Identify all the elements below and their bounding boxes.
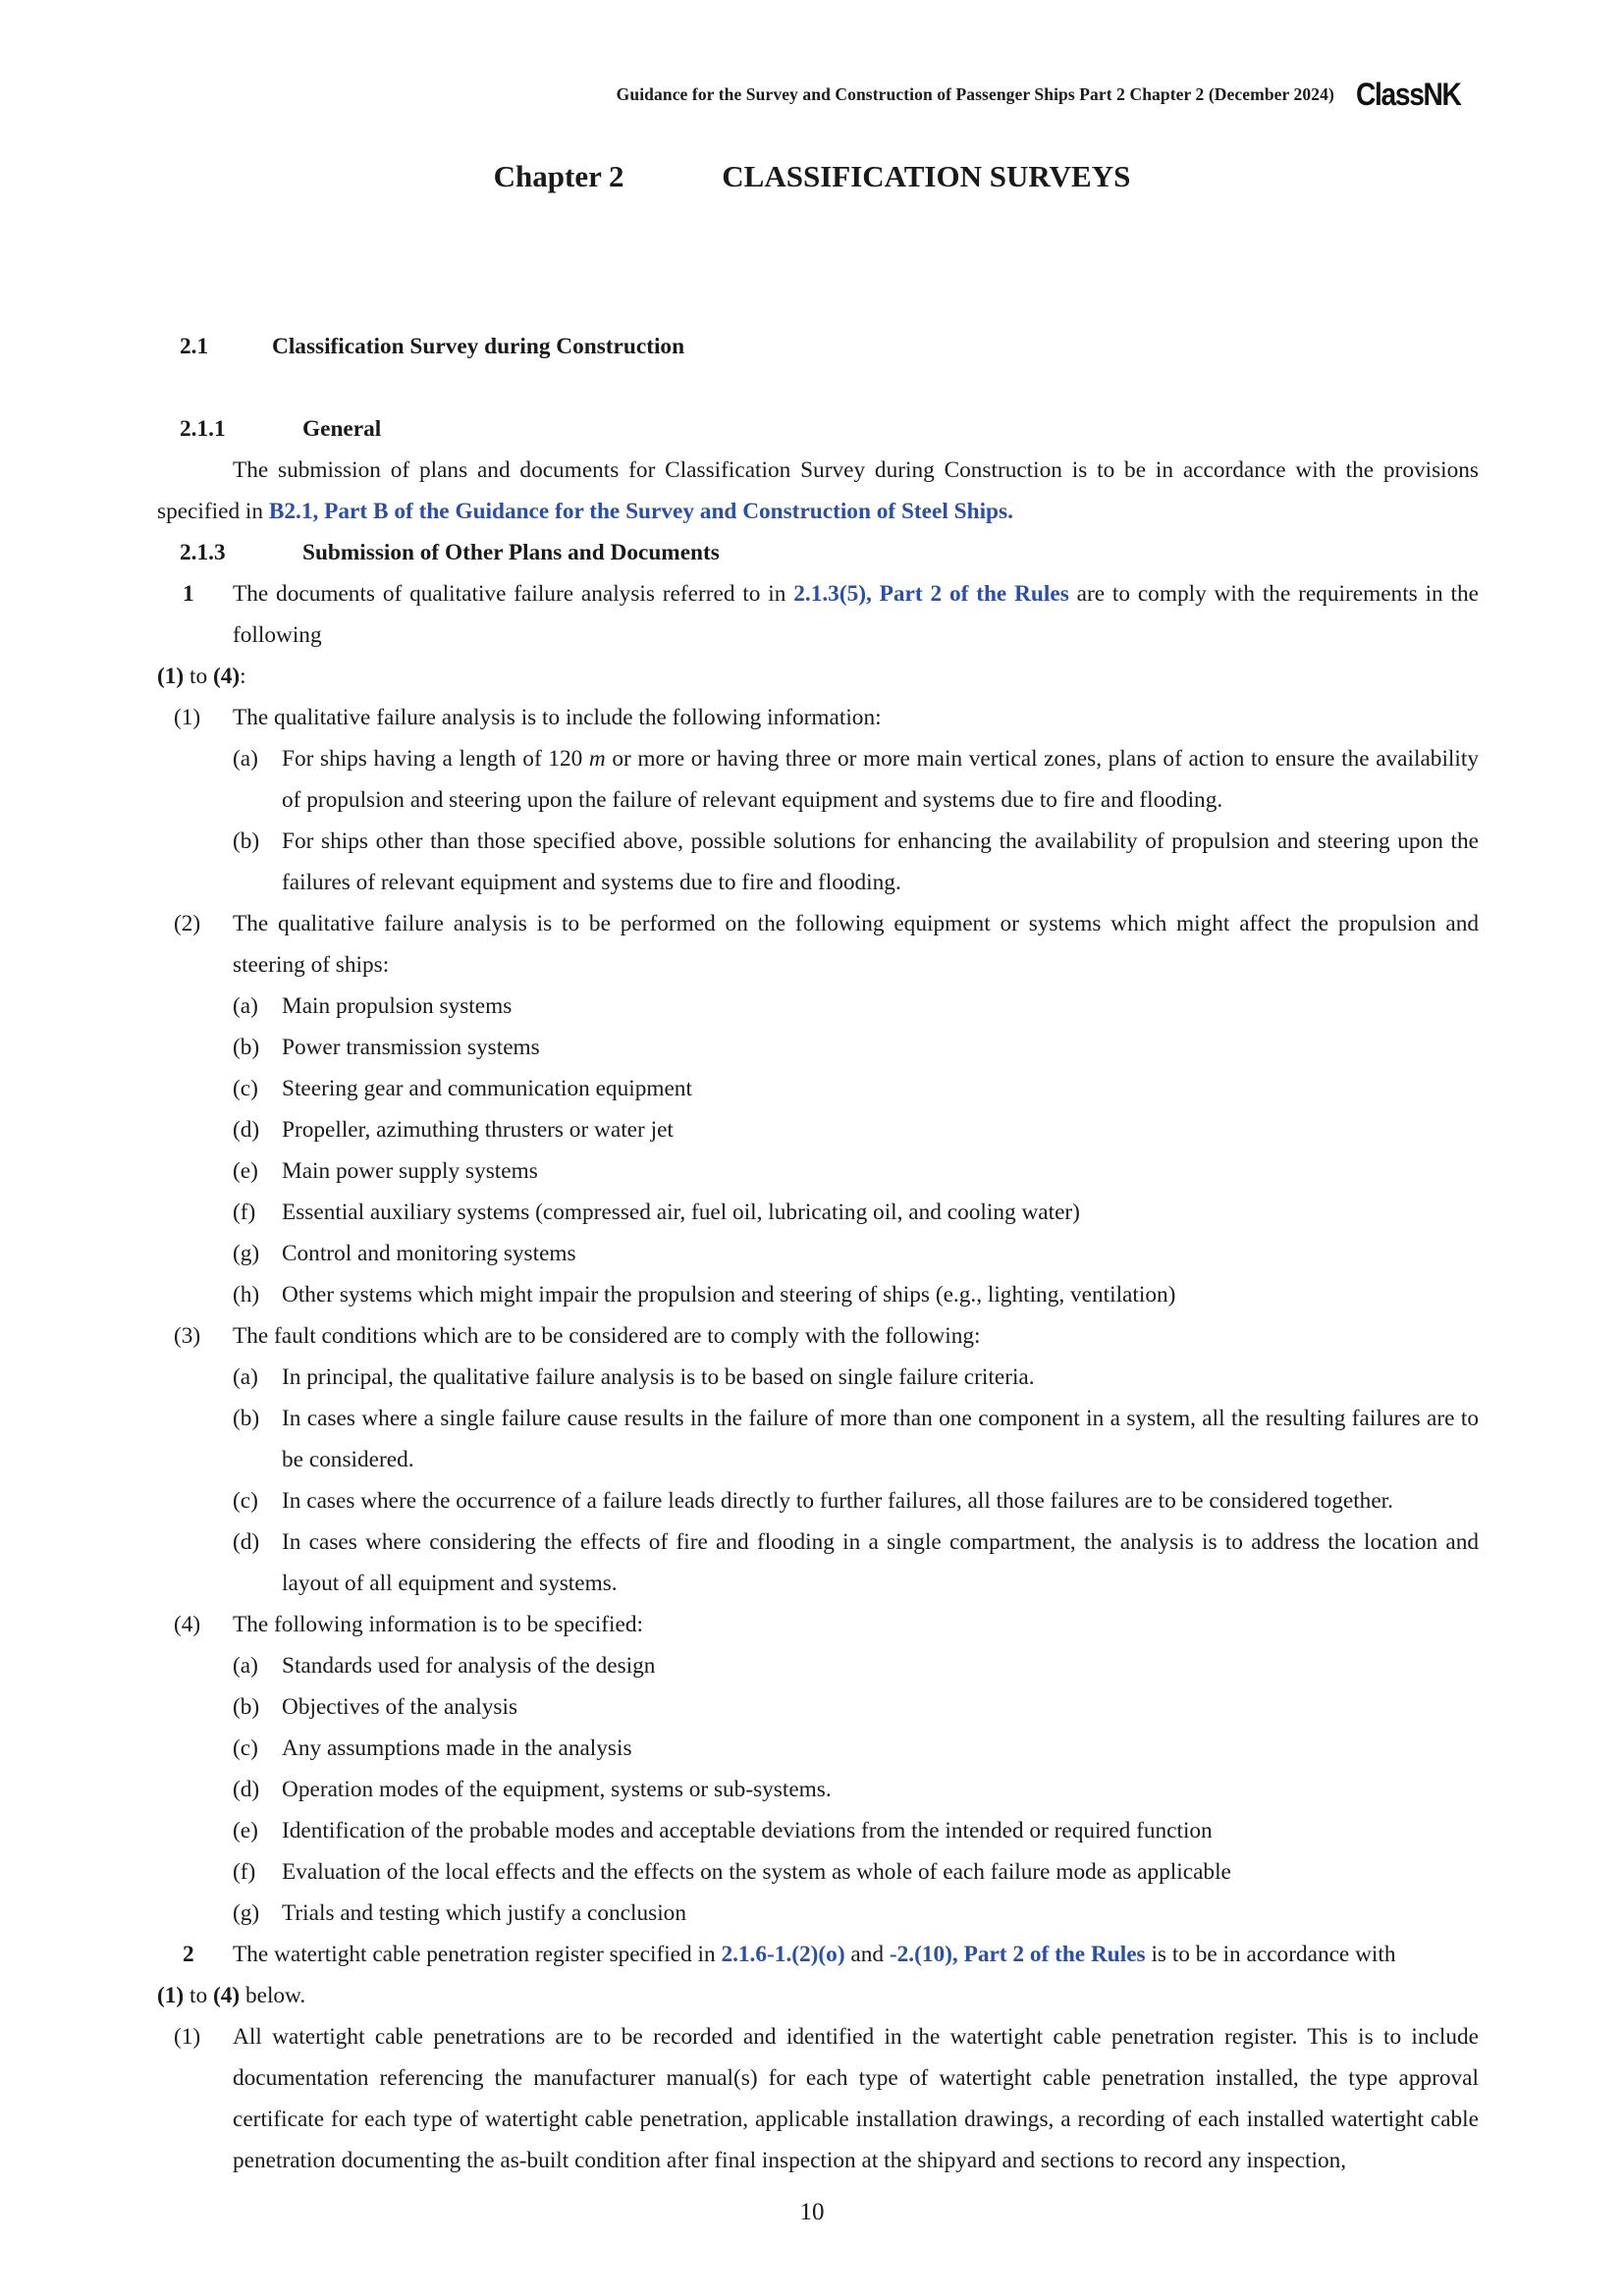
sub-list-item <box>157 1480 1479 1522</box>
sub-item-text: Evaluation of the local effects and the effects on the system as whole of each failure mode as applicable <box>282 1859 1231 1885</box>
section-heading-2-1-3 <box>157 532 1479 573</box>
sub-list-item <box>157 821 1479 903</box>
list-item <box>157 697 1479 738</box>
sub-list-item <box>157 1851 1479 1893</box>
chapter-heading <box>0 159 1624 194</box>
list-item <box>157 1315 1479 1357</box>
item-text: All watertight cable penetrations are to be recorded and identified in the watertight cable penetration register. This is to include documentation referencing the manufacturer manual(s) for each type of watertight cable penetration installed, the type approval certificate for each type of watertight cable penetration, applicable installation drawings, a recording of each installed watertight cable penetration documenting the as-built condition after final inspection at the shipyard and sections to record any inspection, <box>233 2024 1479 2173</box>
sub-list-item <box>157 1522 1479 1604</box>
sub-item-letter: (c) <box>233 1076 258 1101</box>
list-item <box>157 2016 1479 2181</box>
paragraph-1-items <box>157 697 1479 1934</box>
item-text: The fault conditions which are to be considered are to comply with the following: <box>233 1323 981 1349</box>
sub-item-text: Control and monitoring systems <box>282 1241 576 1266</box>
sub-list-item <box>157 1398 1479 1480</box>
sub-item-text: Steering gear and communication equipment <box>282 1076 692 1101</box>
paragraph-1: 1 The documents of qualitative failure analysis referred to in 2.1.3(5), Part 2 of the Rules are to comply with the requirements in the following <box>157 573 1479 656</box>
section-title: General <box>302 416 382 442</box>
list-item <box>157 903 1479 986</box>
sub-list-item <box>157 1109 1479 1150</box>
paragraph-number: 2 <box>183 1942 194 1967</box>
chapter-title: CLASSIFICATION SURVEYS <box>722 159 1131 193</box>
section-title: Submission of Other Plans and Documents <box>302 540 720 565</box>
item-number: (2) <box>174 911 201 936</box>
sub-item-letter: (g) <box>233 1900 260 1926</box>
sub-item-text: For ships other than those specified above, possible solutions for enhancing the availability of propulsion and steering upon the failures of relevant equipment and systems due to fire and flooding. <box>282 828 1479 895</box>
sub-list-item <box>157 1027 1479 1068</box>
sub-list-item <box>157 1233 1479 1274</box>
sub-item-text: Operation modes of the equipment, systems or sub-systems. <box>282 1777 832 1802</box>
header-title: Guidance for the Survey and Construction of Passenger Ships Part 2 Chapter 2 (December 2024) <box>616 83 1334 104</box>
sub-item-text: Standards used for analysis of the design <box>282 1653 656 1679</box>
sub-item-text: Main propulsion systems <box>282 993 513 1019</box>
sub-item-letter: (g) <box>233 1241 260 1266</box>
paragraph-1-continuation: (1) to (4): <box>157 664 246 689</box>
sub-list-item <box>157 1192 1479 1233</box>
sub-item-text: Main power supply systems <box>282 1158 538 1184</box>
sub-item-text: For ships having a length of 120 m or more or having three or more main vertical zones, plans of action to ensure the availability of propulsion and steering upon the failure of relevant equipment and systems due to fire and flooding. <box>282 746 1479 813</box>
sub-item-letter: (f) <box>233 1200 256 1225</box>
sub-item-letter: (a) <box>233 1364 258 1390</box>
classnk-logo: ClassNK <box>1355 76 1461 112</box>
sub-list-item <box>157 1810 1479 1851</box>
item-number: (1) <box>174 2024 201 2050</box>
sub-list-item <box>157 986 1479 1027</box>
sub-list-item <box>157 1728 1479 1769</box>
sub-list-item <box>157 1274 1479 1315</box>
sub-item-letter: (d) <box>233 1117 260 1143</box>
chapter-number: Chapter 2 <box>493 159 624 193</box>
paragraph-2-continuation: (1) to (4) below. <box>157 1983 306 2008</box>
item-number: (3) <box>174 1323 201 1349</box>
sub-item-letter: (b) <box>233 828 260 854</box>
section-title: Classification Survey during Construction <box>272 334 685 359</box>
sub-item-letter: (a) <box>233 746 258 772</box>
sub-item-letter: (d) <box>233 1529 260 1555</box>
sub-item-letter: (c) <box>233 1735 258 1761</box>
sub-item-text: Objectives of the analysis <box>282 1694 518 1720</box>
item-number: (1) <box>174 705 201 730</box>
sub-item-text: In cases where considering the effects of fire and flooding in a single compartment, the analysis is to address the location and layout of all equipment and systems. <box>282 1529 1479 1596</box>
sub-item-text: Essential auxiliary systems (compressed air, fuel oil, lubricating oil, and cooling water) <box>282 1200 1080 1225</box>
cross-reference-link[interactable]: -2.(10), Part 2 of the Rules <box>889 1942 1146 1967</box>
item-text: The qualitative failure analysis is to be performed on the following equipment or systems which might affect the propulsion and steering of ships: <box>233 911 1479 978</box>
cross-reference-link[interactable]: 2.1.6-1.(2)(o) <box>721 1942 845 1967</box>
section-number: 2.1.3 <box>180 540 226 565</box>
item-text: The following information is to be specified: <box>233 1612 643 1637</box>
sub-item-text: Trials and testing which justify a conclusion <box>282 1900 686 1926</box>
sub-item-text: In cases where the occurrence of a failure leads directly to further failures, all those failures are to be considered together. <box>282 1488 1393 1514</box>
sub-item-letter: (h) <box>233 1282 260 1308</box>
section-number: 2.1 <box>180 334 209 359</box>
paragraph-number: 1 <box>183 581 194 607</box>
sub-item-letter: (b) <box>233 1694 260 1720</box>
sub-item-letter: (e) <box>233 1818 258 1843</box>
sub-item-letter: (a) <box>233 993 258 1019</box>
sub-item-text: Propeller, azimuthing thrusters or water jet <box>282 1117 674 1143</box>
sub-item-text: Identification of the probable modes and acceptable deviations from the intended or required function <box>282 1818 1213 1843</box>
sub-list-item <box>157 1068 1479 1109</box>
sub-list-item <box>157 1150 1479 1192</box>
sub-list-item <box>157 1357 1479 1398</box>
general-paragraph: The submission of plans and documents for Classification Survey during Construction is to be in accordance with the provisions specified in B2.1, Part B of the Guidance for the Survey and Construction of Steel Ships. <box>157 457 1479 524</box>
sub-list-item <box>157 1686 1479 1728</box>
paragraph-2: 2 The watertight cable penetration register specified in 2.1.6-1.(2)(o) and -2.(10), Part 2 of the Rules is to be in accordance with <box>157 1934 1479 1975</box>
sub-item-letter: (e) <box>233 1158 258 1184</box>
sub-item-text: In principal, the qualitative failure analysis is to be based on single failure criteria. <box>282 1364 1035 1390</box>
sub-item-letter: (d) <box>233 1777 260 1802</box>
sub-list-item <box>157 1769 1479 1810</box>
sub-item-text: Any assumptions made in the analysis <box>282 1735 632 1761</box>
sub-list-item <box>157 1645 1479 1686</box>
unit: m <box>588 746 606 772</box>
section-heading-2-1 <box>157 326 1479 367</box>
sub-item-text: In cases where a single failure cause results in the failure of more than one component in a system, all the resulting failures are to be considered. <box>282 1406 1479 1472</box>
item-text: The qualitative failure analysis is to include the following information: <box>233 705 882 730</box>
list-item <box>157 1604 1479 1645</box>
section-number: 2.1.1 <box>180 416 226 442</box>
sub-item-letter: (a) <box>233 1653 258 1679</box>
sub-list-item <box>157 738 1479 821</box>
sub-item-text: Power transmission systems <box>282 1035 540 1060</box>
item-number: (4) <box>174 1612 201 1637</box>
sub-list-item <box>157 1893 1479 1934</box>
cross-reference-link[interactable]: 2.1.3(5), Part 2 of the Rules <box>793 581 1069 607</box>
sub-item-letter: (c) <box>233 1488 258 1514</box>
page-number: 10 <box>799 2199 825 2225</box>
sub-item-letter: (f) <box>233 1859 256 1885</box>
sub-item-letter: (b) <box>233 1406 260 1431</box>
document-body <box>157 326 1479 2181</box>
sub-item-text: Other systems which might impair the propulsion and steering of ships (e.g., lighting, ventilation) <box>282 1282 1176 1308</box>
sub-item-letter: (b) <box>233 1035 260 1060</box>
section-heading-2-1-1 <box>157 408 1479 450</box>
cross-reference-link[interactable]: B2.1, Part B of the Guidance for the Survey and Construction of Steel Ships. <box>268 499 1013 524</box>
page-header <box>617 75 1475 114</box>
